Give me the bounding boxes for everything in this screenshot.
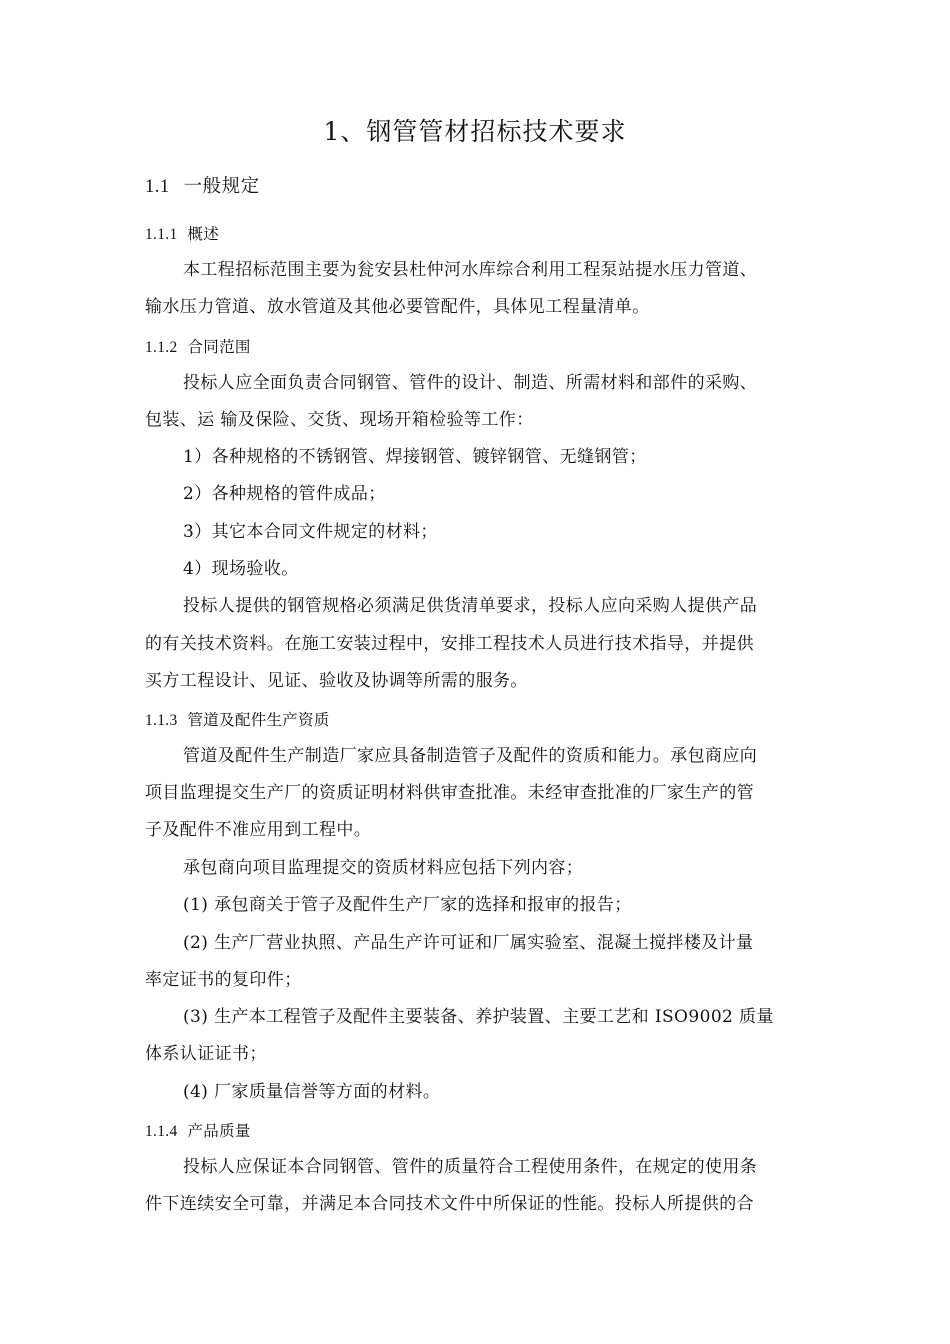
subsection-title: 合同范围 [187,338,251,356]
paragraph-line: 子及配件不准应用到工程中。 [145,820,372,840]
paragraph-line: 的有关技术资料。在施工安装过程中，安排工程技术人员进行技术指导，并提供 [145,634,754,654]
subsection-heading-qualification [145,710,330,731]
section-heading [145,175,260,199]
section-title: 一般规定 [183,176,260,197]
list-item-continuation: 体系认证证书； [145,1044,267,1064]
list-item: (1) 承包商关于管子及配件生产厂家的选择和报审的报告； [183,895,632,915]
subsection-heading-quality [145,1121,251,1142]
paragraph-line: 项目监理提交生产厂的资质证明材料供审查批准。未经审查批准的厂家生产的管 [145,783,754,803]
subsection-title: 管道及配件生产资质 [187,711,330,729]
paragraph-line: 件下连续安全可靠，并满足本合同技术文件中所保证的性能。投标人所提供的合 [145,1194,754,1214]
paragraph-line: 管道及配件生产制造厂家应具备制造管子及配件的资质和能力。承包商应向 [183,746,758,766]
section-number: 1.1 [145,177,170,197]
document-title: 1、钢管管材招标技术要求 [323,117,627,146]
list-item: (4) 厂家质量信誉等方面的材料。 [183,1082,441,1102]
paragraph-line: 投标人应全面负责合同钢管、管件的设计、制造、所需材料和部件的采购、 [183,373,758,393]
paragraph-line: 输水压力管道、放水管道及其他必要管配件，具体见工程量清单。 [145,297,650,317]
subsection-number: 1.1.3 [145,712,178,729]
subsection-number: 1.1.1 [145,226,178,243]
list-item: (2) 生产厂营业执照、产品生产许可证和厂属实验室、混凝土搅拌楼及计量 [183,933,754,953]
subsection-heading-contract-scope [145,337,251,358]
subsection-heading-overview [145,224,219,245]
list-item: 2）各种规格的管件成品； [183,484,386,504]
list-item-continuation: 率定证书的复印件； [145,970,302,990]
subsection-title: 概述 [187,225,220,243]
paragraph-line: 包装、运 输及保险、交货、现场开箱检验等工作： [145,410,534,430]
paragraph-line: 买方工程设计、见证、验收及协调等所需的服务。 [145,671,528,691]
subsection-title: 产品质量 [187,1122,251,1140]
paragraph-line: 承包商向项目监理提交的资质材料应包括下列内容； [183,858,584,878]
subsection-number: 1.1.2 [145,339,178,356]
paragraph-line: 本工程招标范围主要为瓮安县杜仲河水库综合利用工程泵站提水压力管道、 [183,260,758,280]
list-item: 3）其它本合同文件规定的材料； [183,522,438,542]
list-item: 1）各种规格的不锈钢管、焊接钢管、镀锌钢管、无缝钢管； [183,447,647,467]
list-item: 4）现场验收。 [183,559,299,579]
paragraph-line: 投标人提供的钢管规格必须满足供货清单要求，投标人应向采购人提供产品 [183,596,758,616]
subsection-number: 1.1.4 [145,1123,178,1140]
paragraph-line: 投标人应保证本合同钢管、管件的质量符合工程使用条件，在规定的使用条 [183,1157,758,1177]
list-item: (3) 生产本工程管子及配件主要装备、养护装置、主要工艺和 ISO9002 质量 [183,1007,774,1027]
